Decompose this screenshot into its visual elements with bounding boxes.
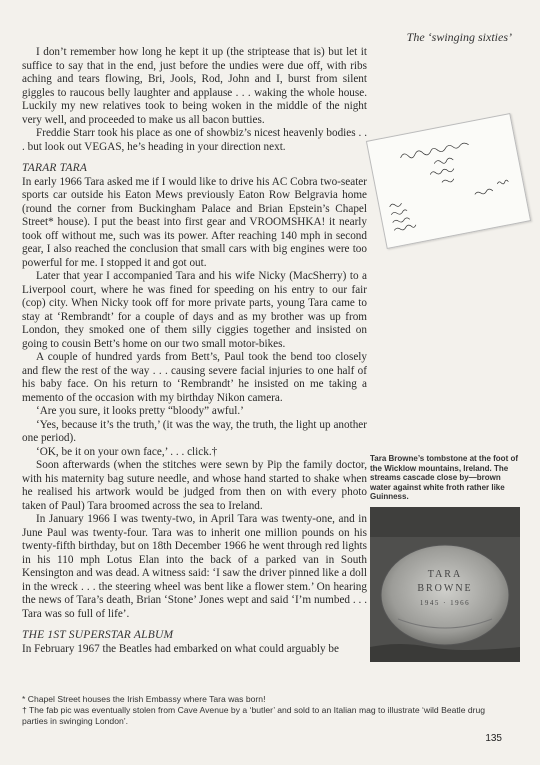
paragraph: In January 1966 I was twenty-two, in April Tara was twenty-one, and in June Paul was twenty-four. Tara was to inherit one million pounds on his twenty-fifth birthday, but on 18th December 1966 he went through red lights in his 110 mph Lotus Elan into the back of a parked van in South Kensington and was dead. A witness said: ‘I saw the driver pinned like a doll in the wreck . . . the steering wheel was bent like a flower stem.’ On hearing the news of Tara’s death, Brian ‘Stone’ Jones wept and said ‘I’m numbed . . . Tara was so full of life’.: [22, 513, 367, 620]
paragraph: ‘OK, be it on your own face,’ . . . click.†: [36, 445, 218, 458]
tombstone-line: 1945 · 1966: [419, 599, 471, 607]
tombstone-line: BROWNE: [417, 583, 473, 594]
section-heading: THE 1ST SUPERSTAR ALBUM: [22, 629, 174, 641]
footnote: † The fab pic was eventually stolen from Cave Avenue by a ‘butler’ and sold to an Italian mag to illustrate ‘wild Beatle drug parties in swinging London’.: [22, 705, 486, 726]
paragraph: ‘Yes, because it’s the truth,’ (it was the way, the truth, the light up another one period).: [22, 418, 367, 444]
paragraph: In February 1967 the Beatles had embarked on what could arguably be: [22, 642, 339, 655]
main-text-column: [22, 46, 367, 656]
footnote: * Chapel Street houses the Irish Embassy where Tara was born!: [22, 694, 266, 704]
tombstone-line: TARA: [427, 569, 463, 580]
paragraph: Later that year I accompanied Tara and his wife Nicky (MacSherry) to a Liverpool court, where he was fined for speeding on his entry to our fair (cop) city. When Nicky took off for more private parts, young Tara came to stay at ‘Rembrandt’ for a couple of days and as my brother was up from London, they smoked one of them silly ciggies together and insisted on going to cousin Bett’s home on our two small motor-bikes.: [22, 270, 367, 350]
tombstone-illustration: [370, 507, 520, 662]
footnotes: [22, 694, 492, 727]
paragraph: In early 1966 Tara asked me if I would like to drive his AC Cobra two-seater sports car outside his Eaton Mews previously Eaton Row Belgravia home (round the corner from Buckingham Palace and Brian Epstein’s Chapel Street* house). I put the beast into first gear and VROOMSHKA! it nearly took off without me, such was its power. After reaching 140 mph in second gear, I also reached the conclusion that small cars with big engines were too powerful for me. I stopped it and got out.: [22, 175, 367, 269]
paragraph: I don’t remember how long he kept it up (the striptease that is) but let it suffice to say that in the end, just before the undies were due off, with ribs aching and tears flowing, Bri, Jools, Rod, John and I, burst from silent giggles to raucous belly laughter and applause . . . waking the whole house. Luckily my new relatives took to being woken in the middle of the night very well, and proceeded to make us all bacon butties.: [22, 46, 367, 126]
section-heading: TARAR TARA: [22, 162, 88, 174]
paragraph: A couple of hundred yards from Bett’s, Paul took the bend too closely and flew the rest of the way . . . causing severe facial injuries to one half of his baby face. On his return to ‘Rembrandt’ he insisted on me taking a memento of the occasion with my birthday Nikon camera.: [22, 351, 367, 404]
invitation-card-image: [366, 113, 531, 249]
paragraph: Soon afterwards (when the stitches were sewn by Pip the family doctor, with his maternity bag suture needle, and whose hand started to shake when he realised his artwork would be judged from then on with every photo taken of Paul) Tara broomed across the sea to Ireland.: [22, 459, 367, 512]
tombstone-photo: [370, 507, 520, 662]
photo-caption: Tara Browne’s tombstone at the foot of the Wicklow mountains, Ireland. The streams cascade close by—brown water against white froth rather like Guinness.: [370, 454, 519, 502]
handwritten-invitation-illustration: [367, 114, 530, 248]
running-head: The ‘swinging sixties’: [406, 30, 512, 44]
page-number: 135: [485, 733, 502, 744]
paragraph: ‘Are you sure, it looks pretty “bloody” awful.’: [36, 405, 244, 417]
paragraph: Freddie Starr took his place as one of showbiz’s nicest heavenly bodies . . . but look out VEGAS, he’s heading in your direction next.: [22, 127, 367, 153]
